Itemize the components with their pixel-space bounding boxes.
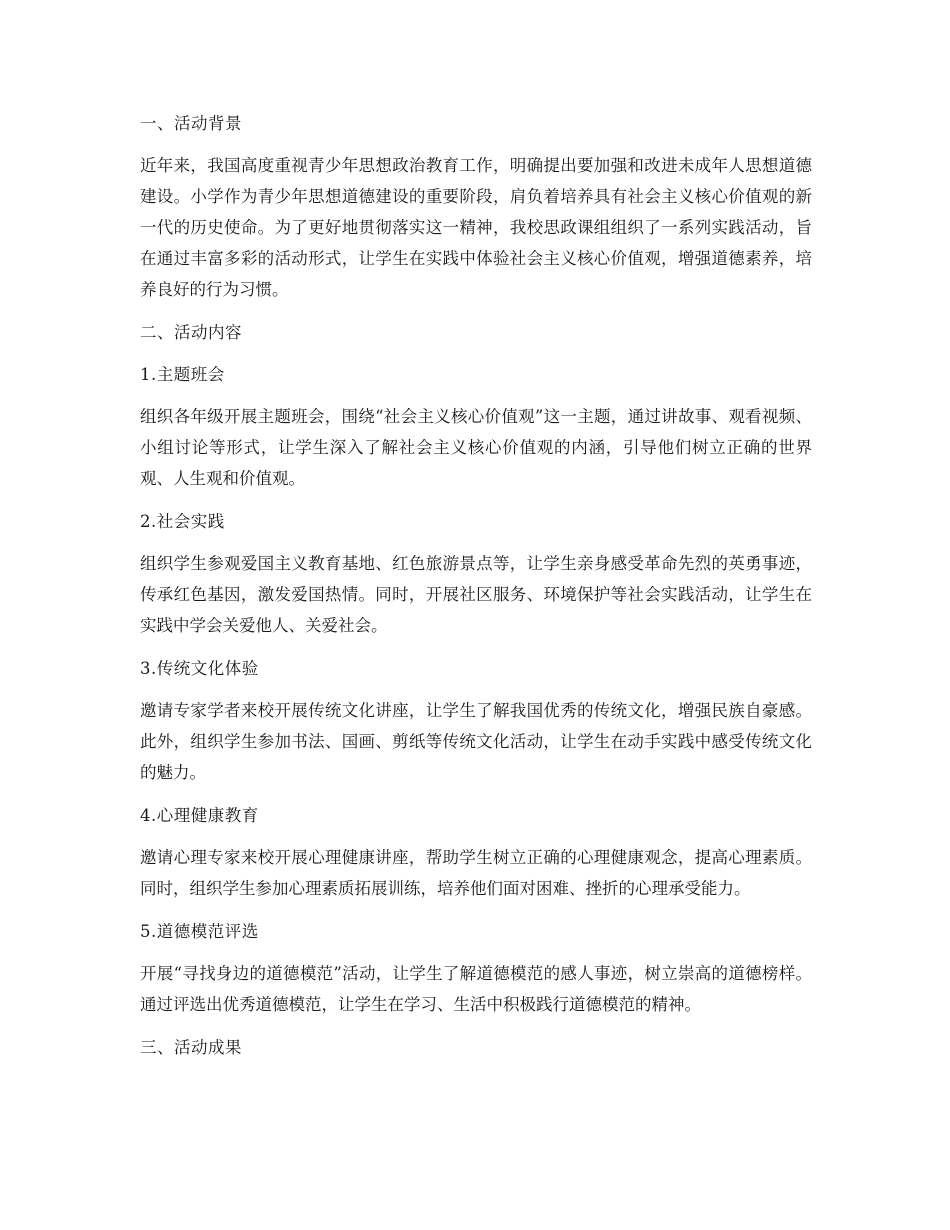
section-heading-background: 一、活动背景 bbox=[140, 114, 242, 133]
item-heading-social-practice: 2.社会实践 bbox=[140, 512, 225, 531]
document-page bbox=[140, 108, 812, 1074]
paragraph-moral-model: 开展“寻找身边的道德模范”活动，让学生了解道德模范的感人事迹，树立崇高的道德榜样。通过评选出优秀道德模范，让学生在学习、生活中积极践行道德模范的精神。 bbox=[140, 964, 812, 1014]
section-heading-results: 三、活动成果 bbox=[140, 1038, 242, 1057]
item-heading-moral-model: 5.道德模范评选 bbox=[140, 922, 259, 941]
paragraph-class-meeting: 组织各年级开展主题班会，围绕“社会主义核心价值观”这一主题，通过讲故事、观看视频、小组讨论等形式，让学生深入了解社会主义核心价值观的内涵，引导他们树立正确的世界观、人生观和价值观。 bbox=[140, 407, 812, 488]
paragraph-mental-health: 邀请心理专家来校开展心理健康讲座，帮助学生树立正确的心理健康观念，提高心理素质。同时，组织学生参加心理素质拓展训练，培养他们面对困难、挫折的心理承受能力。 bbox=[140, 848, 812, 898]
item-heading-class-meeting: 1.主题班会 bbox=[140, 365, 225, 384]
paragraph-background: 近年来，我国高度重视青少年思想政治教育工作，明确提出要加强和改进未成年人思想道德建设。小学作为青少年思想道德建设的重要阶段，肩负着培养具有社会主义核心价值观的新一代的历史使命。为了更好地贯彻落实这一精神，我校思政课组组织了一系列实践活动，旨在通过丰富多彩的活动形式，让学生在实践中体验社会主义核心价值观，增强道德素养，培养良好的行为习惯。 bbox=[140, 156, 812, 299]
item-heading-mental-health: 4.心理健康教育 bbox=[140, 806, 259, 825]
paragraph-social-practice: 组织学生参观爱国主义教育基地、红色旅游景点等，让学生亲身感受革命先烈的英勇事迹，传承红色基因，激发爱国热情。同时，开展社区服务、环境保护等社会实践活动，让学生在实践中学会关爱他人、关爱社会。 bbox=[140, 554, 812, 635]
section-heading-content: 二、活动内容 bbox=[140, 323, 242, 342]
paragraph-traditional-culture: 邀请专家学者来校开展传统文化讲座，让学生了解我国优秀的传统文化，增强民族自豪感。此外，组织学生参加书法、国画、剪纸等传统文化活动，让学生在动手实践中感受传统文化的魅力。 bbox=[140, 701, 812, 782]
item-heading-traditional-culture: 3.传统文化体验 bbox=[140, 659, 259, 678]
